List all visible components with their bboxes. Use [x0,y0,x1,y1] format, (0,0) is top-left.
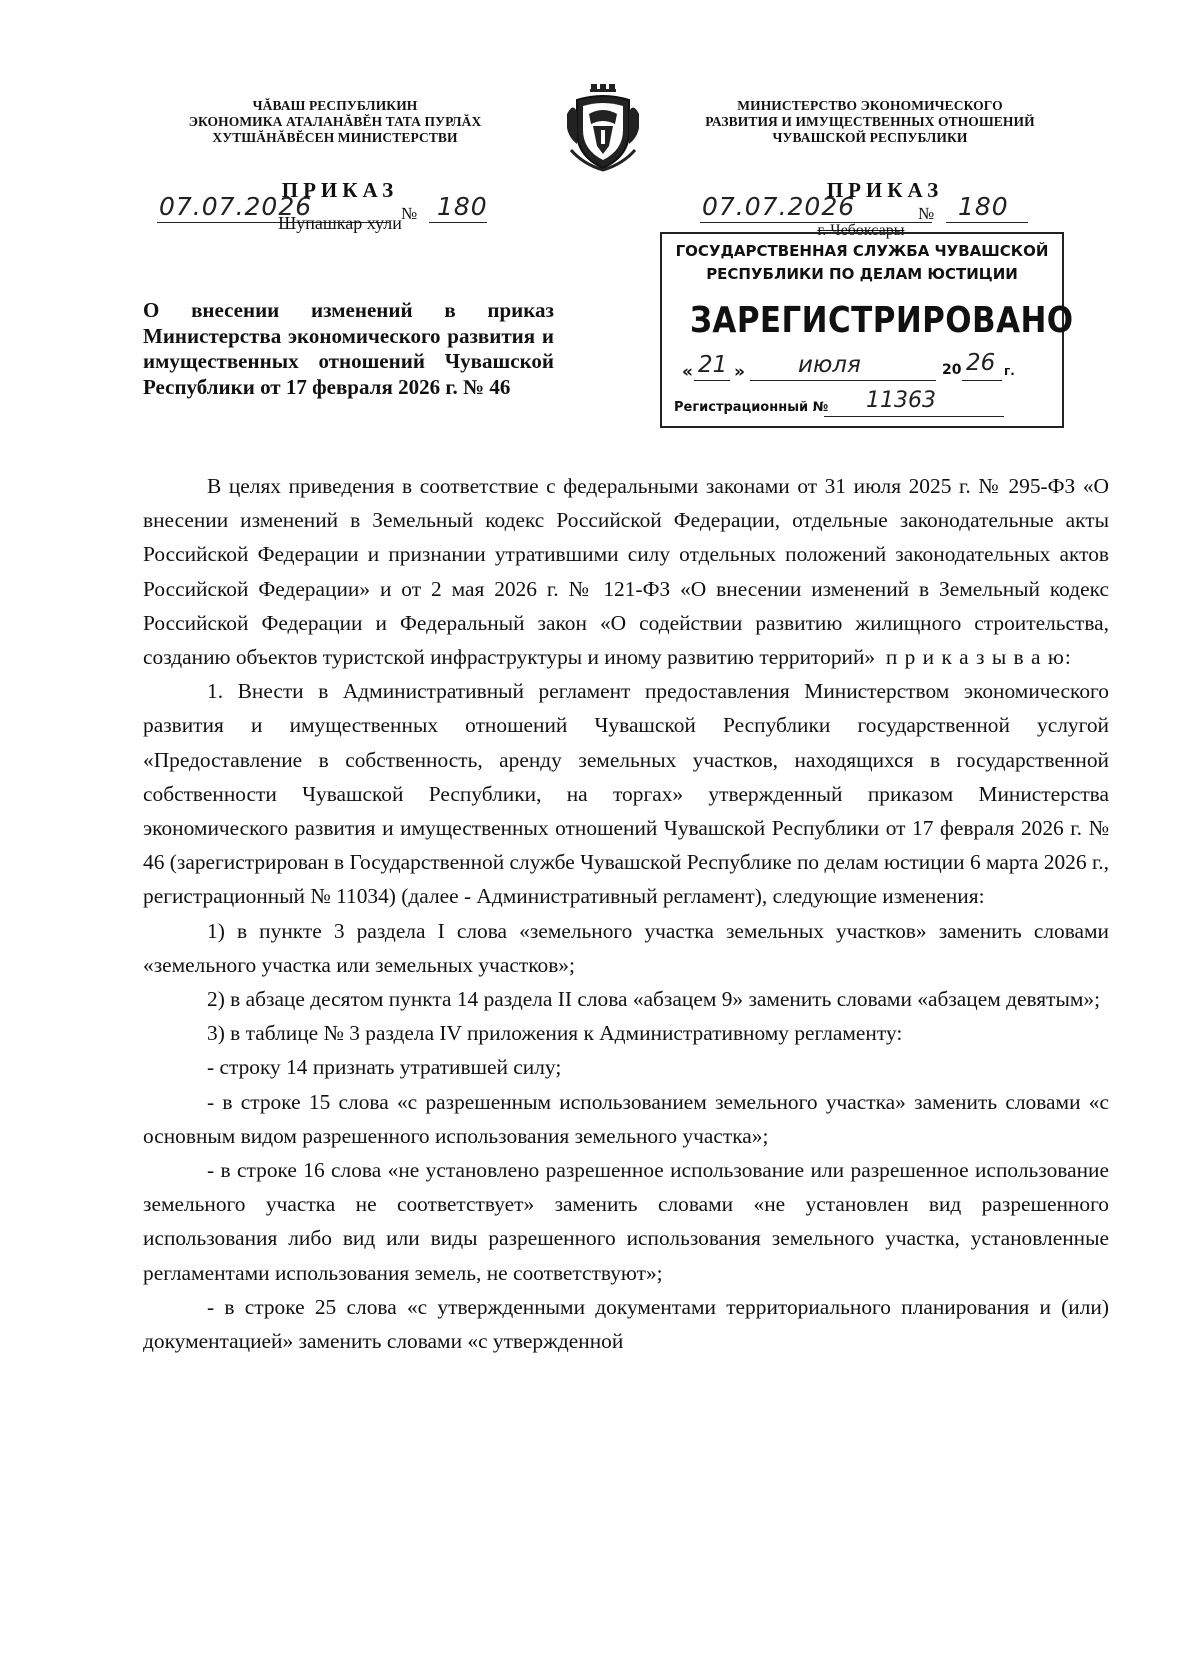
order-number-left: 180 [437,192,488,221]
number-sign-left: № [401,204,418,223]
stamp-regno-label: Регистрационный № [674,400,829,415]
header-right-line-2: РАЗВИТИЯ И ИМУЩЕСТВЕННЫХ ОТНОШЕНИЙ [705,114,1035,129]
stamp-date [680,350,1060,388]
header-right-ministry-russian [685,98,1055,146]
stamp-quote-open: « [682,362,693,382]
stamp-status: ЗАРЕГИСТРИРОВАНО [690,300,1074,341]
stamp-day: 21 [698,352,728,378]
order-label-right: ПРИКАЗ [826,178,944,202]
header-right-line-3: ЧУВАШСКОЙ РЕСПУБЛИКИ [772,130,968,145]
preamble-text: В целях приведения в соответствие с федеральными законами от 31 июля 2025 г. № 295-ФЗ «О внесении изменений в Земельный кодекс Российской Федерации, отдельные законодательные акты Российской Федерации и признании утратившими силу отдельных положений законодательных актов Российской Федерации» и от 2 мая 2026 г. № 121-ФЗ «О внесении изменений в Земельный кодекс Российской Федерации и Федеральный закон «О содействии развитию жилищного строительства, созданию объектов туристской инфраструктуры и иному развитию территорий» [143,474,1109,670]
stamp-year-prefix: 20 [942,362,962,378]
prikazyvayu-word: п р и к а з ы в а ю: [885,645,1072,670]
preamble-paragraph [143,469,1109,674]
registration-stamp [660,232,1074,428]
order-label-left: ПРИКАЗ [281,178,399,202]
header-left-line-2: ЭКОНОМИКА АТАЛАНĂВĔН ТАТА ПУРЛĂХ [188,114,482,129]
header-left-line-3: ХУТШĂНĂВĔСЕН МИНИСТЕРСТВИ [212,130,458,145]
header-left-line-1: ЧĂВАШ РЕСПУБЛИКИН [252,98,418,113]
item-1-paragraph: 1. Внести в Административный регламент предоставления Министерством экономического развития и имущественных отношений Чувашской Республики государственной услугой «Предоставление в собственность, аренду земельных участков, находящихся в государственной собственности Чувашской Республики, на торгах» утвержденный приказом Министерства экономического развития и имущественных отношений Чувашской Республики от 17 февраля 2026 г. № 46 (зарегистрирован в Государственной службе Чувашской Республике по делам юстиции 6 марта 2026 г., регистрационный № 11034) (далее - Административный регламент), следующие изменения: [143,679,1109,909]
dash-item-1-paragraph: - строку 14 признать утратившей силу; [207,1055,562,1080]
header-right-line-1: МИНИСТЕРСТВО ЭКОНОМИЧЕСКОГО [737,98,1003,113]
stamp-org-line-2: РЕСПУБЛИКИ ПО ДЕЛАМ ЮСТИЦИИ [706,265,1018,283]
order-date-right: 07.07.2026 [702,192,856,221]
dash-item-3-paragraph: - в строке 16 слова «не установлено разрешенное использование или разрешенное использование земельного участка не соответствует» заменить словами «не установлен вид разрешенного использования либо вид или виды разрешенного использования земельного участка, установленные регламентами использования земель, не соответствуют»; [143,1158,1109,1285]
header-left-ministry-chuvash [155,98,515,146]
stamp-organization [662,240,1062,286]
subitem-1-paragraph: 1) в пункте 3 раздела I слова «земельного участка земельных участков» заменить словами «земельного участка или земельных участков»; [143,918,1109,977]
place-right: г. Чебоксары [817,222,905,239]
stamp-quote-close: » [734,362,745,382]
stamp-month: июля [798,352,861,378]
subitem-2-paragraph: 2) в абзаце десятом пункта 14 раздела II слова «абзацем 9» заменить словами «абзацем девятым»; [207,987,1101,1012]
subitem-3-paragraph: 3) в таблице № 3 раздела IV приложения к Административному регламенту: [207,1021,903,1046]
stamp-year-suffix: г. [1004,364,1015,378]
number-sign-right: № [918,204,935,223]
order-date-left: 07.07.2026 [159,192,313,221]
dash-item-4-paragraph: - в строке 25 слова «с утвержденными документами территориального планирования и (или) документацией» заменить словами «с утвержденной [143,1294,1109,1354]
stamp-regno: 11363 [866,388,936,413]
stamp-registration-number [674,388,1054,424]
dash-item-2-paragraph: - в строке 15 слова «с разрешенным использованием земельного участка» заменить словами «с основным видом разрешенного использования земельного участка»; [143,1089,1109,1148]
document-title: О внесении изменений в приказ Министерства экономического развития и имущественных отношений Чувашской Республики от 17 февраля 2026 г. № 46 [143,298,554,399]
stamp-org-line-1: ГОСУДАРСТВЕННАЯ СЛУЖБА ЧУВАШСКОЙ [675,242,1049,260]
stamp-year: 26 [966,350,996,376]
place-left: Шупашкар хули [278,213,402,233]
chuvashia-coat-of-arms-icon [563,84,643,172]
document-body [143,469,1109,1358]
order-number-right: 180 [958,192,1009,221]
